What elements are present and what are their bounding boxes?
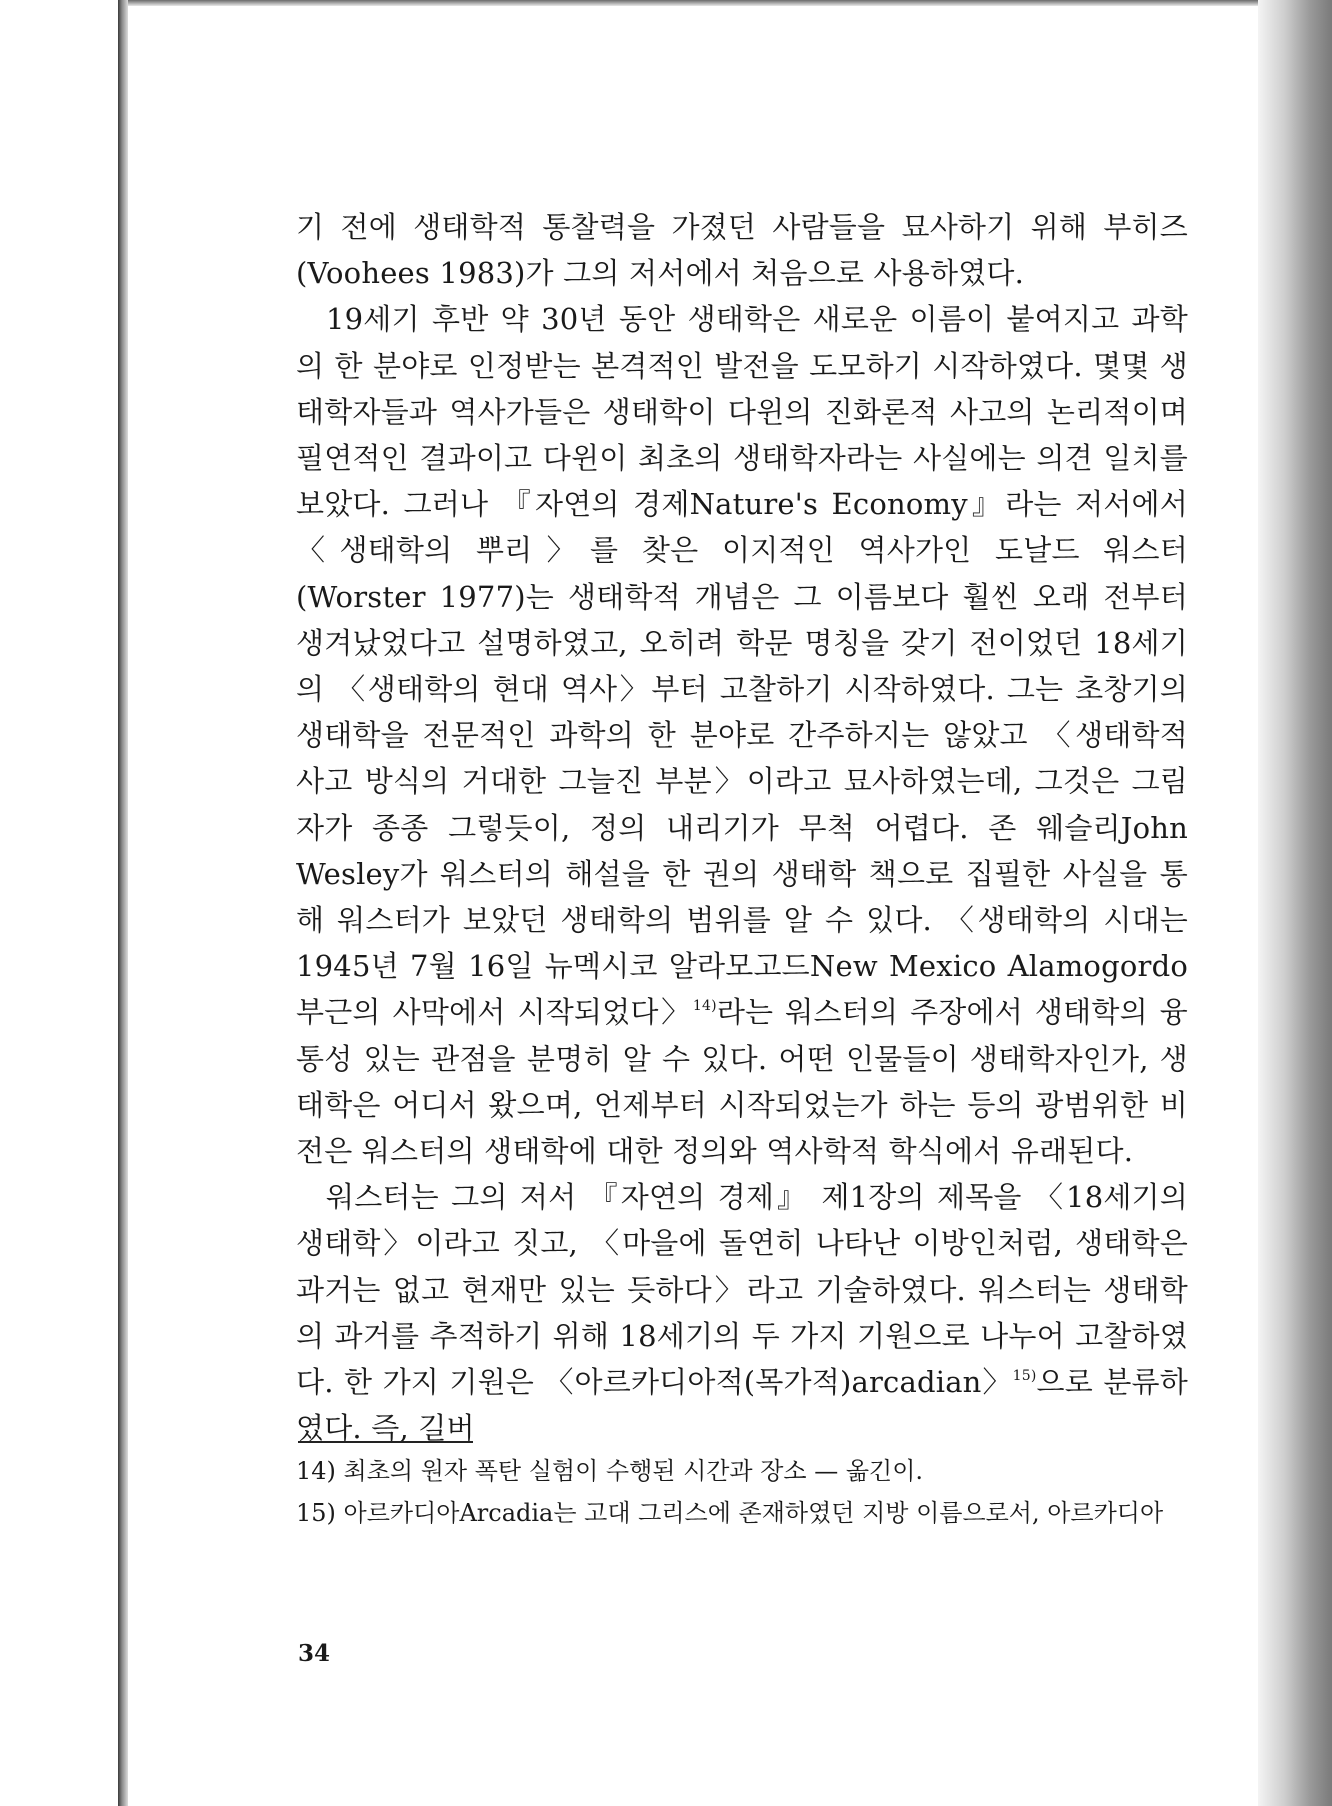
paragraph-2-text: 19세기 후반 약 30년 동안 생태학은 새로운 이름이 붙여지고 과학의 한 분야로 인정받는 본격적인 발전을 도모하기 시작하였다. 몇몇 생태학자들과 역사가들은 생태학이 다윈의 진화론적 사고의 논리적이며 필연적인 결과이고 다윈이 최초의 생태학자라는 사실에는 의견 일치를 보았다. 그러나 『자연의 경제Nature's Economy』라는 저서에서 〈생태학의 뿌리〉를 찾은 이지적인 역사가인 도날드 워스터(Worster 1977)는 생태학적 개념은 그 이름보다 훨씬 오래 전부터 생겨났었다고 설명하였고, 오히려 학문 명칭을 갖기 전이었던 18세기의 〈생태학의 현대 역사〉부터 고찰하기 시작하였다. 그는 초창기의 생태학을 전문적인 과학의 한 분야로 간주하지는 않았고 〈생태학적 사고 방식의 거대한 그늘진 부분〉이라고 묘사하였는데, 그것은 그림자가 종종 그렇듯이, 정의 내리기가 무척 어렵다. 존 웨슬리John Wesley가 워스터의 해설을 한 권의 생태학 책으로 집필한 사실을 통해 워스터가 보았던 생태학의 범위를 알 수 있다. 〈생태학의 시대는 1945년 7월 16일 뉴멕시코 알라모고드New Mexico Alamogordo 부근의 사막에서 시작되었다〉 [296, 302, 1188, 1030]
page-number: 34 [298, 1640, 331, 1667]
body-text [296, 204, 1188, 1451]
footnote-ref-14: 14) [692, 998, 717, 1015]
scan-edge-left [118, 0, 128, 1806]
footnote-14: 14) 최초의 원자 폭탄 실험이 수행된 시간과 장소 — 옮긴이. [296, 1457, 924, 1485]
paragraph-3-text: 워스터는 그의 저서 『자연의 경제』 제1장의 제목을 〈18세기의 생태학〉이라고 짓고, 〈마을에 돌연히 나타난 이방인처럼, 생태학은 과거는 없고 현재만 있는 듯하다〉라고 기술하였다. 워스터는 생태학의 과거를 추적하기 위해 18세기의 두 가지 기원으로 나누어 고찰하였다. 한 가지 기원은 〈아르카디아적(목가적)arcadian〉 [296, 1180, 1188, 1400]
scan-edge-right [1258, 0, 1332, 1806]
footnotes [296, 1450, 1188, 1534]
paragraph-2-rest: 라는 워스터의 주장에서 생태학의 융통성 있는 관점을 분명히 알 수 있다. 어떤 인물들이 생태학자인가, 생태학은 어디서 왔으며, 언제부터 시작되었는가 하는 등의 광범위한 비전은 워스터의 생태학에 대한 정의와 역사학적 학식에서 유래된다. [296, 995, 1189, 1169]
footnote-divider [298, 1441, 473, 1443]
paragraph-1-text: 기 전에 생태학적 통찰력을 가졌던 사람들을 묘사하기 위해 부히즈(Voohees 1983)가 그의 저서에서 처음으로 사용하였다. [296, 210, 1188, 291]
paragraph-2 [296, 296, 1188, 1174]
paragraph-1 [296, 204, 1188, 296]
paragraph-3 [296, 1174, 1188, 1451]
paragraph-3-rest: 으로 분류하였다. 즉, 길버 [296, 1365, 1188, 1446]
footnote-15: 15) 아르카디아Arcadia는 고대 그리스에 존재하였던 지방 이름으로서, 아르카디아 [296, 1499, 1164, 1527]
footnote-ref-15: 15) [1012, 1368, 1037, 1385]
